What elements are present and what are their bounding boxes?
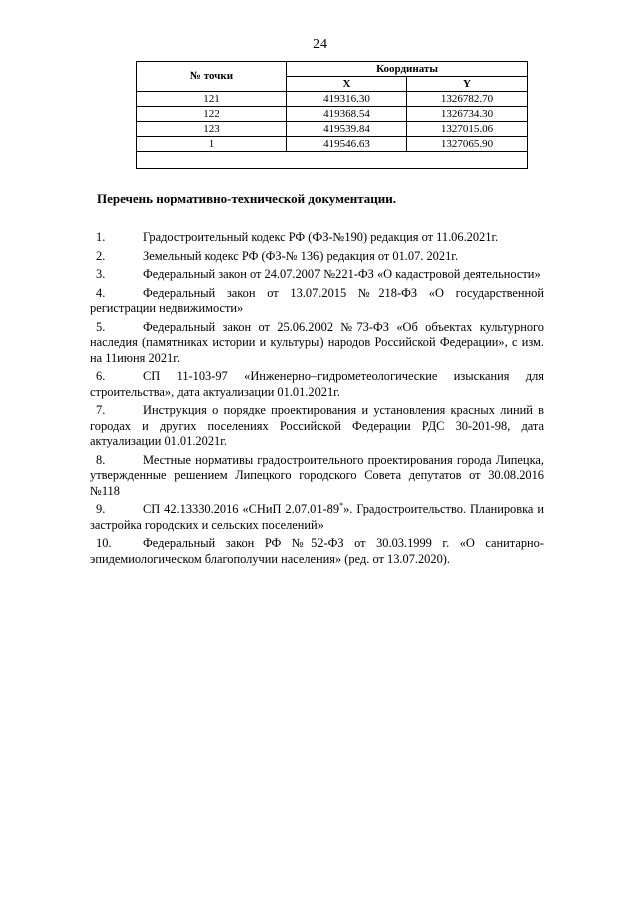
list-item <box>90 502 544 533</box>
item-text-before: СП 42.13330.2016 «СНиП 2.07.01-89 <box>143 502 340 516</box>
table-empty-row <box>137 152 528 169</box>
item-text: Федеральный закон от 25.06.2002 №73-ФЗ «Об объектах культурного наследия (памятниках истории и культуры) народов Российской Федерации», с изм. на 11июня 2021г. <box>90 319 544 365</box>
header-point: № точки <box>137 62 287 92</box>
list-item <box>90 320 544 367</box>
item-text: Градостроительный кодекс РФ (ФЗ-№190) редакция от 11.06.2021г. <box>143 230 499 244</box>
coordinates-table <box>136 61 528 169</box>
cell-y: 1327015.06 <box>407 122 528 137</box>
item-number: 3. <box>96 267 106 281</box>
section-title: Перечень нормативно-технической документации. <box>97 191 396 206</box>
item-text: Инструкция о порядке проектирования и установления красных линий в городах и других поселениях Российской Федерации РДС 30-201-98, дата актуализации 01.01.2021г. <box>90 403 544 448</box>
list-item <box>90 267 544 283</box>
item-number: 10. <box>96 536 112 550</box>
cell-x: 419368.54 <box>287 107 407 122</box>
cell-point: 121 <box>137 92 287 107</box>
cell-x: 419539.84 <box>287 122 407 137</box>
cell-point: 123 <box>137 122 287 137</box>
header-coordinates: Координаты <box>287 62 528 77</box>
cell-x: 419546.63 <box>287 137 407 152</box>
item-number: 5. <box>96 319 106 334</box>
item-number: 1. <box>96 230 106 244</box>
item-superscript: * <box>339 500 344 510</box>
table-header-row <box>137 62 528 77</box>
list-item <box>90 369 544 400</box>
table-row <box>137 107 528 122</box>
item-number: 4. <box>96 285 106 300</box>
item-text: Местные нормативы градостроительного проектирования города Липецка, утвержденные решением Липецкого городского Совета депутатов от 30.08.2016 №118 <box>90 452 544 498</box>
list-item <box>90 286 544 317</box>
table-row <box>137 122 528 137</box>
item-text: Федеральный закон от 13.07.2015 №218-ФЗ «О государственной регистрации недвижимости» <box>90 285 544 315</box>
cell-y: 1326734.30 <box>407 107 528 122</box>
page-number: 24 <box>313 37 327 52</box>
list-item <box>90 249 544 265</box>
table-row <box>137 137 528 152</box>
item-number: 9. <box>96 502 106 516</box>
table-row <box>137 92 528 107</box>
item-number: 8. <box>96 452 106 467</box>
list-item <box>90 403 544 450</box>
item-number: 2. <box>96 248 106 263</box>
cell-point: 122 <box>137 107 287 122</box>
item-text: Федеральный закон от 24.07.2007 №221-ФЗ «О кадастровой деятельности» <box>143 267 541 281</box>
cell-y: 1327065.90 <box>407 137 528 152</box>
item-text-after: ». Градостроительство. Планировка и застройка городских и сельских поселений» <box>90 502 544 532</box>
item-text: СП 11-103-97 «Инженерно–гидрометеологические изыскания для строительства», дата актуализации 01.01.2021г. <box>90 369 544 399</box>
item-text: Федеральный закон РФ №52-ФЗ от 30.03.1999 г. «О санитарно-эпидемиологическом благополучии населения» (ред. от 13.07.2020). <box>90 536 544 566</box>
header-y: Y <box>407 77 528 92</box>
cell-y: 1326782.70 <box>407 92 528 107</box>
cell-point: 1 <box>137 137 287 152</box>
list-item <box>90 453 544 500</box>
header-x: X <box>287 77 407 92</box>
list-item <box>90 230 544 246</box>
document-list <box>90 230 544 570</box>
item-number: 7. <box>96 403 106 417</box>
empty-cell <box>137 152 528 169</box>
item-text: Земельный кодекс РФ (ФЗ-№ 136) редакция от 01.07. 2021г. <box>143 248 459 263</box>
list-item <box>90 536 544 567</box>
item-number: 6. <box>96 369 106 383</box>
cell-x: 419316.30 <box>287 92 407 107</box>
